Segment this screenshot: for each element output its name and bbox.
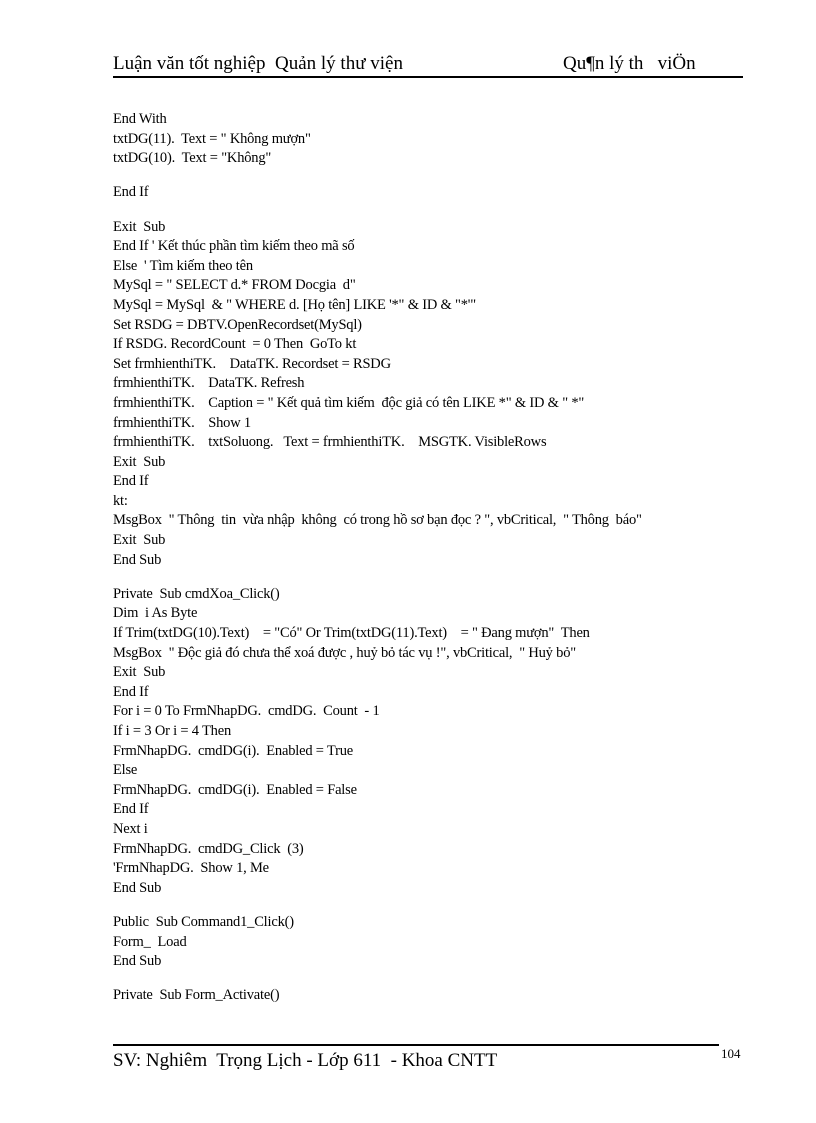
code-line: 'FrmNhapDG. Show 1, Me [113, 860, 269, 877]
code-listing [113, 110, 733, 1006]
code-line: txtDG(10). Text = "Không" [113, 150, 272, 167]
footer-author-line: SV: Nghiêm Trọng Lịch - Lớp 611 - Khoa CNTT [113, 1050, 498, 1071]
code-line: kt: [113, 492, 128, 509]
footer-rule [113, 1044, 719, 1046]
code-line: Private Sub Form_Activate() [113, 987, 280, 1004]
code-line: Next i [113, 820, 148, 837]
code-line: End If [113, 683, 149, 700]
code-line: Form_ Load [113, 933, 187, 950]
code-line: If RSDG. RecordCount = 0 Then GoTo kt [113, 336, 357, 353]
code-line: For i = 0 To FrmNhapDG. cmdDG. Count - 1 [113, 703, 380, 720]
page-header [113, 52, 743, 78]
code-line: FrmNhapDG. cmdDG(i). Enabled = True [113, 742, 353, 759]
code-line: Else ' Tìm kiếm theo tên [113, 257, 253, 274]
code-line: frmhienthiTK. txtSoluong. Text = frmhienthiTK. MSGTK. VisibleRows [113, 434, 547, 451]
code-line: Exit Sub [113, 664, 166, 681]
blank-line [113, 570, 733, 585]
code-line: Exit Sub [113, 453, 166, 470]
code-line: End With [113, 111, 167, 127]
header-right-text: Qu¶n lý th viÖn [563, 53, 696, 74]
code-line: End If [113, 473, 149, 490]
code-line: End Sub [113, 879, 162, 896]
blank-line [113, 898, 733, 913]
code-line: Dim i As Byte [113, 605, 198, 622]
code-line: frmhienthiTK. Caption = " Kết quả tìm kiếm độc giả có tên LIKE *" & ID & " *" [113, 394, 585, 411]
code-line: MsgBox " Thông tin vừa nhập không có trong hồ sơ bạn đọc ? ", vbCritical, " Thông báo" [113, 512, 642, 529]
header-rule [113, 76, 743, 78]
code-line: MsgBox " Độc giả đó chưa thể xoá được , huỷ bỏ tác vụ !", vbCritical, " Huỷ bỏ" [113, 644, 576, 661]
blank-line [113, 169, 733, 184]
code-line: Exit Sub [113, 218, 166, 235]
code-line: MySql = " SELECT d.* FROM Docgia d" [113, 277, 356, 294]
code-line: FrmNhapDG. cmdDG_Click (3) [113, 840, 304, 857]
code-line: Exit Sub [113, 532, 166, 549]
code-line: End Sub [113, 953, 162, 970]
code-line: frmhienthiTK. DataTK. Refresh [113, 375, 305, 392]
code-line: FrmNhapDG. cmdDG(i). Enabled = False [113, 781, 357, 798]
code-line: frmhienthiTK. Show 1 [113, 414, 251, 431]
code-line: Set RSDG = DBTV.OpenRecordset(MySql) [113, 316, 362, 333]
code-line: MySql = MySql & " WHERE d. [Họ tên] LIKE '*" & ID & "*'" [113, 296, 476, 313]
blank-line [113, 972, 733, 987]
code-line: If i = 3 Or i = 4 Then [113, 723, 232, 739]
blank-line [113, 203, 733, 218]
code-line: Set frmhienthiTK. DataTK. Recordset = RSDG [113, 355, 391, 372]
code-line: End If [113, 184, 149, 201]
code-line: Public Sub Command1_Click() [113, 913, 294, 930]
code-line: txtDG(11). Text = " Không mượn" [113, 130, 311, 147]
code-line: Else [113, 762, 138, 779]
code-line: Private Sub cmdXoa_Click() [113, 585, 280, 602]
code-line: End If [113, 801, 149, 818]
code-line: End If ' Kết thúc phần tìm kiếm theo mã số [113, 238, 355, 255]
code-line: If Trim(txtDG(10).Text) = "Có" Or Trim(txtDG(11).Text) = " Đang mượn" Then [113, 625, 590, 642]
page-number: 104 [721, 1046, 741, 1061]
code-line: End Sub [113, 551, 162, 568]
header-title: Luận văn tốt nghiệp Quản lý thư viện [113, 53, 403, 74]
